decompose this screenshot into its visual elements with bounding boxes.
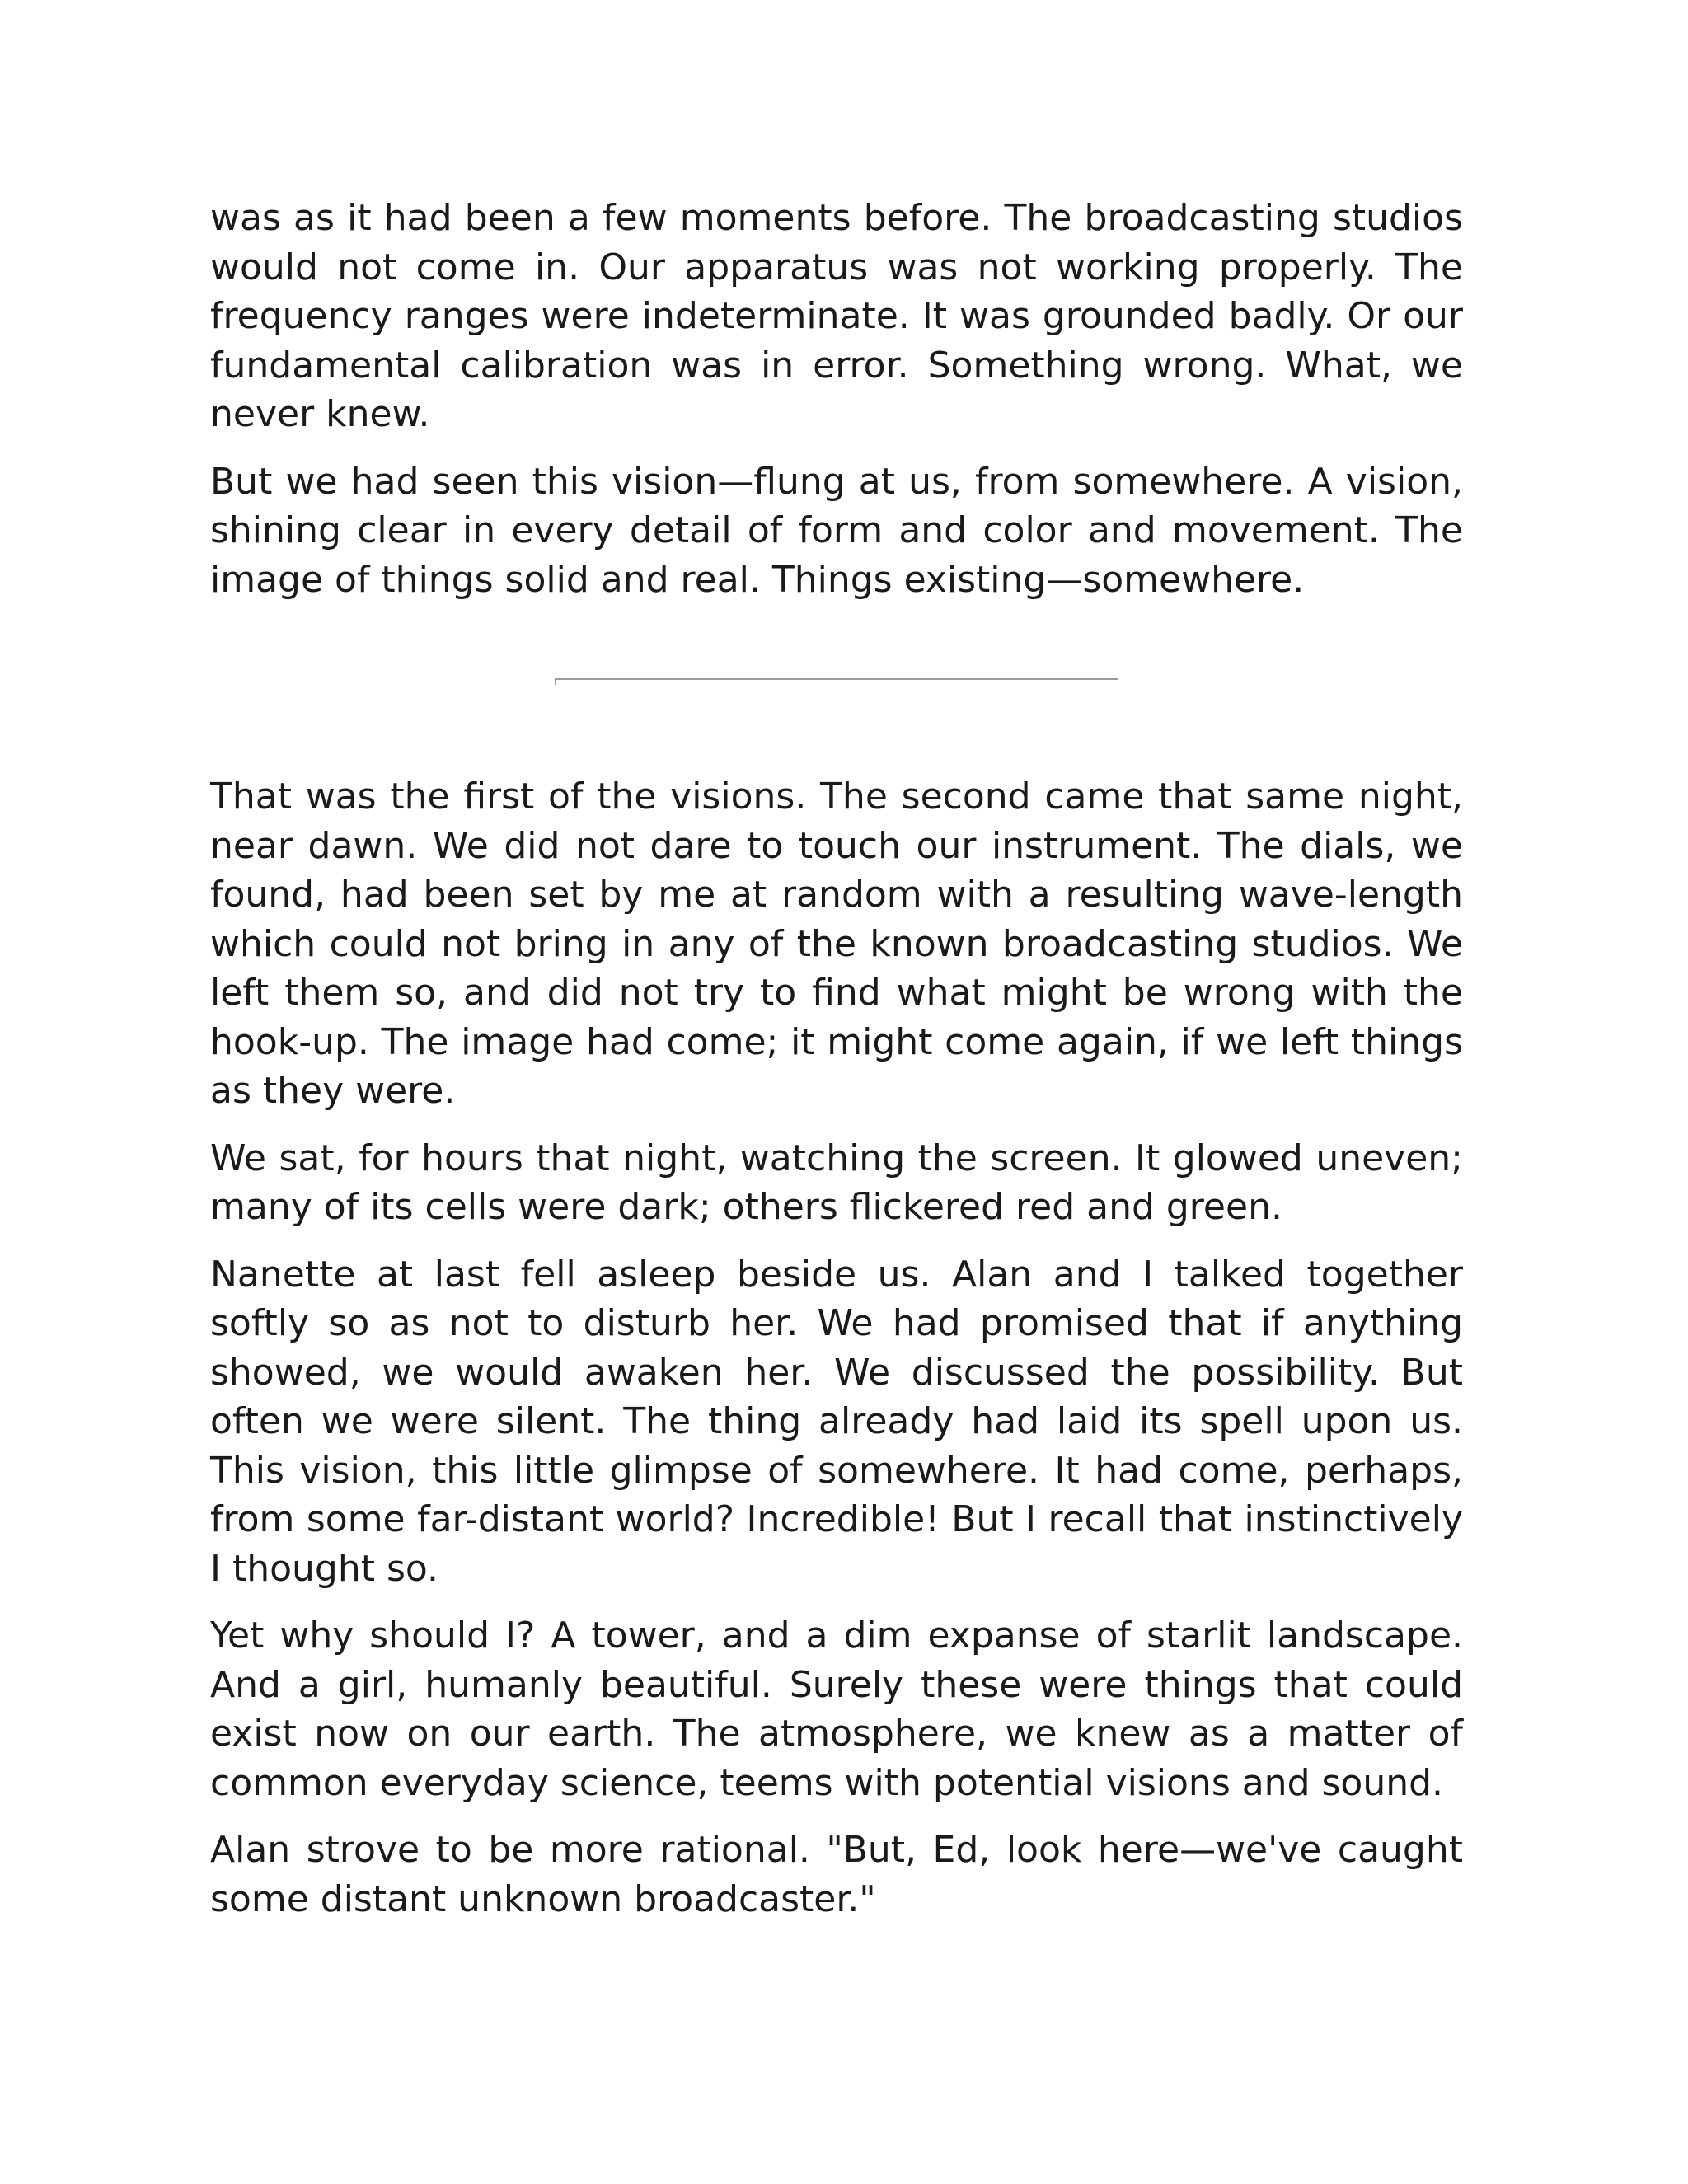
paragraph: We sat, for hours that night, watching the screen. It glowed uneven; many of its cells were dark; others flickered red and green. [210,1137,1463,1228]
paragraph: Yet why should I? A tower, and a dim expanse of starlit landscape. And a girl, humanly beautiful. Surely these were things that could exist now on our earth. The atmosphere, we knew as a matter of common everyday science, teems with potential visions and sound. [210,1615,1463,1804]
section-divider [555,678,1118,680]
paragraph: was as it had been a few moments before. The broadcasting studios would not come in. Our apparatus was not working properly. The frequency ranges were indeterminate. It was grounded badly. Or our fundamental calibration was in error. Something wrong. What, we never knew. [210,197,1463,435]
paragraph: Alan strove to be more rational. "But, Ed, look here—we've caught some distant unknown broadcaster." [210,1829,1463,1920]
document-page [210,194,1463,1942]
paragraph: Nanette at last fell asleep beside us. Alan and I talked together softly so as not to disturb her. We had promised that if anything showed, we would awaken her. We discussed the possibility. But often we were silent. The thing already had laid its spell upon us. This vision, this little glimpse of somewhere. It had come, perhaps, from some far-distant world? Incredible! But I recall that instinctively I thought so. [210,1253,1463,1590]
paragraph: That was the first of the visions. The second came that same night, near dawn. We did not dare to touch our instrument. The dials, we found, had been set by me at random with a resulting wave-length which could not bring in any of the known broadcasting studios. We left them so, and did not try to find what might be wrong with the hook-up. The image had come; it might come again, if we left things as they were. [210,776,1463,1112]
paragraph: But we had seen this vision—flung at us, from somewhere. A vision, shining clear in every detail of form and color and movement. The image of things solid and real. Things existing—somewhere. [210,460,1463,601]
